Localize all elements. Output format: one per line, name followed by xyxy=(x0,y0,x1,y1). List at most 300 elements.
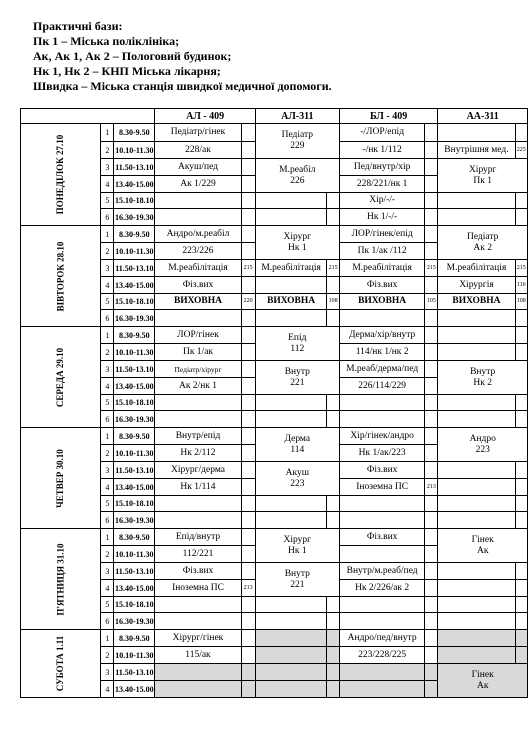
room-number xyxy=(241,226,255,243)
room-number xyxy=(327,411,339,428)
lesson-cell xyxy=(438,580,515,597)
lesson-cell xyxy=(438,512,515,529)
schedule-table xyxy=(20,108,528,698)
lesson-cell xyxy=(438,462,515,479)
lesson-room-code: Ак 2 xyxy=(473,242,492,253)
lesson-cell: Нк 1/ак/223 xyxy=(339,445,425,462)
lesson-cell: Епід/внутр xyxy=(155,529,241,546)
lesson-cell xyxy=(255,159,339,193)
lesson-cell xyxy=(438,344,515,361)
lesson-subject: Хірург xyxy=(283,231,312,242)
room-number xyxy=(327,277,339,294)
lesson-cell xyxy=(155,395,241,411)
lesson-cell xyxy=(339,310,425,327)
room-number xyxy=(425,462,438,479)
lesson-subject: Хірург xyxy=(468,164,497,175)
room-number xyxy=(425,159,438,176)
lesson-cell xyxy=(155,411,241,428)
lesson-cell: Педіатр/хірург xyxy=(155,361,241,378)
room-number xyxy=(515,496,528,512)
room-number xyxy=(241,159,255,176)
lesson-subject: Внутр xyxy=(284,366,310,377)
slot-time: 8.30-9.50 xyxy=(114,428,155,445)
room-number xyxy=(515,613,528,630)
lesson-cell xyxy=(339,512,425,529)
day-label xyxy=(21,124,101,226)
lesson-cell: ВИХОВНА xyxy=(255,294,327,310)
room-number xyxy=(327,193,339,209)
room-number xyxy=(241,277,255,294)
room-number xyxy=(241,563,255,580)
group-header: АЛ-311 xyxy=(255,109,339,124)
lesson-cell xyxy=(438,310,515,327)
room-number xyxy=(425,681,438,698)
room-number xyxy=(241,124,255,142)
room-number xyxy=(241,243,255,260)
slot-time: 16.30-19.30 xyxy=(114,613,155,630)
slot-number: 3 xyxy=(101,664,114,681)
day-name: П'ЯТНИЦЯ 31.10 xyxy=(55,542,66,616)
lesson-cell: Нк 2/112 xyxy=(155,445,241,462)
lesson-cell xyxy=(155,193,241,209)
lesson-cell xyxy=(438,209,515,226)
lesson-cell: ВИХОВНА xyxy=(438,294,515,310)
lesson-cell: Фіз.вих xyxy=(155,277,241,294)
lesson-room-code: 226 xyxy=(290,175,305,186)
room-number: 215 xyxy=(515,260,528,277)
room-number xyxy=(425,445,438,462)
slot-time: 11.50-13.10 xyxy=(114,159,155,176)
lesson-cell: Андро/пед/внутр xyxy=(339,630,425,647)
slot-time: 13.40-15.00 xyxy=(114,378,155,395)
lesson-cell xyxy=(255,630,327,647)
lesson-cell: Хір/-/- xyxy=(339,193,425,209)
legend-title: Практичні бази: xyxy=(33,19,123,33)
lesson-cell: ВИХОВНА xyxy=(155,294,241,310)
room-number xyxy=(425,310,438,327)
lesson-cell: Хірург/гінек xyxy=(155,630,241,647)
slot-time: 15.10-18.10 xyxy=(114,597,155,613)
slot-time: 10.10-11.30 xyxy=(114,344,155,361)
slot-time: 8.30-9.50 xyxy=(114,327,155,344)
day-name: ЧЕТВЕР 30.10 xyxy=(55,448,66,508)
room-number xyxy=(241,647,255,664)
lesson-cell xyxy=(255,209,327,226)
lesson-cell: Фіз.вих xyxy=(155,563,241,580)
lesson-subject: Внутр xyxy=(470,366,496,377)
slot-number: 3 xyxy=(101,361,114,378)
lesson-cell xyxy=(255,428,339,462)
room-number xyxy=(241,479,255,496)
slot-time: 16.30-19.30 xyxy=(114,209,155,226)
slot-time: 16.30-19.30 xyxy=(114,411,155,428)
lesson-cell: 223/226 xyxy=(155,243,241,260)
room-number xyxy=(241,512,255,529)
lesson-room-code: Нк 2 xyxy=(473,377,492,388)
room-number xyxy=(327,496,339,512)
slot-time: 10.10-11.30 xyxy=(114,142,155,159)
room-number xyxy=(425,613,438,630)
slot-time: 13.40-15.00 xyxy=(114,681,155,698)
room-number xyxy=(425,395,438,411)
lesson-room-code: 223 xyxy=(290,478,305,489)
room-number xyxy=(515,563,528,580)
slot-time: 13.40-15.00 xyxy=(114,580,155,597)
day-name: СЕРЕДА 29.10 xyxy=(55,347,66,407)
lesson-cell xyxy=(339,664,425,681)
room-number xyxy=(241,344,255,361)
lesson-cell: М.реабілітація xyxy=(339,260,425,277)
lesson-cell xyxy=(255,563,339,597)
lesson-room-code: 229 xyxy=(290,141,305,151)
room-number xyxy=(515,479,528,496)
lesson-cell: Пк 1/ак /112 xyxy=(339,243,425,260)
lesson-cell xyxy=(155,681,241,698)
slot-time: 15.10-18.10 xyxy=(114,193,155,209)
lesson-cell: 114/нк 1/нк 2 xyxy=(339,344,425,361)
room-number xyxy=(425,209,438,226)
lesson-cell: Фіз.вих xyxy=(339,462,425,479)
lesson-cell: Пед/внутр/хір xyxy=(339,159,425,176)
lesson-cell xyxy=(339,597,425,613)
lesson-cell xyxy=(255,193,327,209)
slot-time: 11.50-13.10 xyxy=(114,563,155,580)
slot-time: 8.30-9.50 xyxy=(114,529,155,546)
lesson-cell xyxy=(438,630,515,647)
slot-number: 5 xyxy=(101,395,114,411)
room-number xyxy=(241,496,255,512)
slot-number: 3 xyxy=(101,462,114,479)
lesson-cell xyxy=(339,613,425,630)
lesson-subject: Педіатр xyxy=(466,231,499,242)
header-row xyxy=(21,109,528,124)
room-number: 220 xyxy=(241,294,255,310)
lesson-cell xyxy=(155,597,241,613)
slot-time: 10.10-11.30 xyxy=(114,445,155,462)
day-label xyxy=(21,428,101,529)
lesson-subject: М.реабіл xyxy=(279,164,316,175)
slot-time: 11.50-13.10 xyxy=(114,260,155,277)
group-header: АЛ - 409 xyxy=(155,109,255,124)
lesson-cell: Хірургія xyxy=(438,277,515,294)
schedule-row xyxy=(21,327,528,344)
lesson-cell: -/ЛОР/епід xyxy=(339,124,425,142)
room-number xyxy=(425,563,438,580)
room-number: 108 xyxy=(515,294,528,310)
room-number xyxy=(327,310,339,327)
lesson-cell: М.реаб/дерма/пед xyxy=(339,361,425,378)
slot-time: 11.50-13.10 xyxy=(114,462,155,479)
room-number xyxy=(515,597,528,613)
lesson-cell xyxy=(438,563,515,580)
lesson-cell: 226/114/229 xyxy=(339,378,425,395)
lesson-cell: М.реабілітація xyxy=(255,260,327,277)
slot-time: 15.10-18.10 xyxy=(114,496,155,512)
room-number xyxy=(425,193,438,209)
room-number: 105 xyxy=(425,294,438,310)
slot-time: 13.40-15.00 xyxy=(114,176,155,193)
room-number xyxy=(515,630,528,647)
lesson-cell xyxy=(438,428,528,462)
lesson-cell xyxy=(255,310,327,327)
room-number xyxy=(425,529,438,546)
room-number: 225 xyxy=(515,142,528,159)
room-number xyxy=(425,580,438,597)
room-number xyxy=(425,496,438,512)
slot-number: 4 xyxy=(101,479,114,496)
lesson-cell xyxy=(255,124,339,159)
slot-time: 15.10-18.10 xyxy=(114,395,155,411)
slot-time: 8.30-9.50 xyxy=(114,630,155,647)
room-number xyxy=(327,597,339,613)
room-number xyxy=(425,647,438,664)
lesson-cell xyxy=(339,681,425,698)
room-number xyxy=(515,327,528,344)
lesson-subject: Дерма xyxy=(284,433,311,444)
lesson-cell xyxy=(255,597,327,613)
lesson-cell: -/нк 1/112 xyxy=(339,142,425,159)
slot-time: 15.10-18.10 xyxy=(114,294,155,310)
room-number xyxy=(241,428,255,445)
lesson-cell xyxy=(155,310,241,327)
lesson-room-code: Нк 1 xyxy=(288,545,307,556)
room-number xyxy=(241,378,255,395)
slot-number: 1 xyxy=(101,327,114,344)
schedule-row xyxy=(21,124,528,142)
slot-time: 16.30-19.30 xyxy=(114,512,155,529)
room-number xyxy=(241,327,255,344)
legend-line-maternity: Ак, Ак 1, Ак 2 – Пологовий будинок; xyxy=(33,49,232,63)
lesson-cell: Педіатр/гінек xyxy=(155,124,241,142)
room-number xyxy=(241,209,255,226)
lesson-cell: Внутрішня мед. xyxy=(438,142,515,159)
room-number xyxy=(425,344,438,361)
group-header: БЛ - 409 xyxy=(339,109,438,124)
slot-time: 10.10-11.30 xyxy=(114,243,155,260)
lesson-cell xyxy=(438,327,515,344)
lesson-cell: Іноземна ПС xyxy=(339,479,425,496)
room-number xyxy=(515,124,528,142)
lesson-cell xyxy=(255,395,327,411)
lesson-cell xyxy=(155,664,241,681)
lesson-cell xyxy=(438,664,528,698)
room-number xyxy=(425,512,438,529)
lesson-subject: Гінек xyxy=(471,534,494,545)
room-number: 213 xyxy=(425,479,438,496)
room-number xyxy=(425,176,438,193)
room-number xyxy=(515,193,528,209)
room-number: 215 xyxy=(327,260,339,277)
room-number xyxy=(515,512,528,529)
lesson-cell: Внутр/м.реаб/пед xyxy=(339,563,425,580)
day-label xyxy=(21,529,101,630)
slot-number: 1 xyxy=(101,124,114,142)
slot-number: 2 xyxy=(101,344,114,361)
schedule-row xyxy=(21,630,528,647)
lesson-cell xyxy=(438,124,515,142)
room-number xyxy=(327,512,339,529)
schedule-row xyxy=(21,226,528,243)
lesson-cell: Нк 1/-/- xyxy=(339,209,425,226)
room-number xyxy=(327,647,339,664)
lesson-room-code: 221 xyxy=(290,377,305,388)
lesson-cell: Хірург/дерма xyxy=(155,462,241,479)
lesson-room-code: 221 xyxy=(290,579,305,590)
slot-time: 11.50-13.10 xyxy=(114,664,155,681)
lesson-cell xyxy=(339,395,425,411)
slot-number: 6 xyxy=(101,209,114,226)
slot-time: 13.40-15.00 xyxy=(114,277,155,294)
lesson-cell xyxy=(155,209,241,226)
lesson-cell: Дерма/хір/внутр xyxy=(339,327,425,344)
slot-number: 2 xyxy=(101,546,114,563)
lesson-cell xyxy=(438,226,528,260)
lesson-cell xyxy=(438,496,515,512)
lesson-room-code: 223 xyxy=(475,444,490,455)
room-number xyxy=(241,361,255,378)
legend-line-ambulance: Швидка – Міська станція швидкої медичної допомоги. xyxy=(33,79,332,93)
room-number xyxy=(425,428,438,445)
lesson-cell: М.реабілітація xyxy=(155,260,241,277)
slot-number: 2 xyxy=(101,445,114,462)
lesson-cell: М.реабілітація xyxy=(438,260,515,277)
slot-number: 5 xyxy=(101,294,114,310)
room-number xyxy=(327,630,339,647)
lesson-cell xyxy=(255,462,339,496)
lesson-cell: Іноземна ПС xyxy=(155,580,241,597)
slot-number: 5 xyxy=(101,193,114,209)
room-number xyxy=(241,597,255,613)
lesson-cell xyxy=(339,411,425,428)
room-number: 215 xyxy=(425,260,438,277)
room-number xyxy=(425,277,438,294)
lesson-cell xyxy=(438,613,515,630)
lesson-cell xyxy=(438,479,515,496)
lesson-cell: 223/228/225 xyxy=(339,647,425,664)
slot-number: 1 xyxy=(101,630,114,647)
lesson-cell xyxy=(255,411,327,428)
lesson-room-code: 114 xyxy=(290,444,305,455)
lesson-subject: Епід xyxy=(288,332,307,343)
slot-number: 2 xyxy=(101,142,114,159)
room-number xyxy=(425,226,438,243)
room-number xyxy=(241,395,255,411)
lesson-cell xyxy=(155,512,241,529)
slot-number: 5 xyxy=(101,496,114,512)
schedule-row xyxy=(21,428,528,445)
day-name: ВІВТОРОК 28.10 xyxy=(55,241,66,311)
room-number xyxy=(425,664,438,681)
lesson-cell: 115/ак xyxy=(155,647,241,664)
room-number xyxy=(515,395,528,411)
room-number xyxy=(425,142,438,159)
room-number xyxy=(425,378,438,395)
room-number xyxy=(241,142,255,159)
slot-number: 6 xyxy=(101,613,114,630)
lesson-cell: Акуш/пед xyxy=(155,159,241,176)
lesson-cell xyxy=(255,327,339,361)
corner-cell xyxy=(21,109,155,124)
lesson-cell xyxy=(438,395,515,411)
practice-bases-legend xyxy=(33,19,513,94)
room-number xyxy=(241,529,255,546)
room-number xyxy=(241,310,255,327)
slot-number: 1 xyxy=(101,529,114,546)
lesson-room-code: Нк 1 xyxy=(288,242,307,253)
lesson-cell: ВИХОВНА xyxy=(339,294,425,310)
room-number xyxy=(515,462,528,479)
slot-number: 4 xyxy=(101,378,114,395)
room-number xyxy=(425,597,438,613)
legend-line-polyclinic: Пк 1 – Міська поліклініка; xyxy=(33,34,180,48)
lesson-cell xyxy=(255,681,327,698)
slot-number: 6 xyxy=(101,310,114,327)
lesson-cell: 228/221/нк 1 xyxy=(339,176,425,193)
room-number xyxy=(425,327,438,344)
lesson-room-code: Пк 1 xyxy=(473,175,492,186)
lesson-cell: Андро/м.реабіл xyxy=(155,226,241,243)
room-number xyxy=(241,630,255,647)
slot-time: 13.40-15.00 xyxy=(114,479,155,496)
lesson-room-code: Ак xyxy=(476,545,489,556)
room-number xyxy=(327,681,339,698)
lesson-cell xyxy=(339,496,425,512)
room-number xyxy=(327,664,339,681)
slot-number: 1 xyxy=(101,428,114,445)
room-number xyxy=(241,664,255,681)
slot-number: 2 xyxy=(101,243,114,260)
lesson-room-code: 112 xyxy=(290,343,305,354)
lesson-subject: Внутр xyxy=(284,568,310,579)
room-number: 213 xyxy=(241,580,255,597)
lesson-cell: ЛОР/гінек/епід xyxy=(339,226,425,243)
slot-time: 10.10-11.30 xyxy=(114,546,155,563)
slot-time: 10.10-11.30 xyxy=(114,647,155,664)
lesson-cell xyxy=(438,411,515,428)
lesson-subject: Гінек xyxy=(471,669,494,680)
lesson-cell: Ак 1/229 xyxy=(155,176,241,193)
lesson-cell xyxy=(438,361,528,395)
lesson-subject: Андро xyxy=(469,433,496,444)
day-name: СУБОТА 1.11 xyxy=(55,635,66,692)
slot-number: 4 xyxy=(101,580,114,597)
day-name: ПОНЕДІЛОК 27.10 xyxy=(55,134,66,215)
slot-number: 6 xyxy=(101,411,114,428)
lesson-cell xyxy=(255,361,339,395)
slot-number: 4 xyxy=(101,176,114,193)
lesson-cell xyxy=(339,546,425,563)
room-number xyxy=(241,681,255,698)
room-number xyxy=(241,613,255,630)
slot-number: 3 xyxy=(101,159,114,176)
lesson-cell xyxy=(438,647,515,664)
room-number xyxy=(241,462,255,479)
lesson-cell: Нк 1/114 xyxy=(155,479,241,496)
slot-number: 6 xyxy=(101,512,114,529)
slot-number: 4 xyxy=(101,681,114,698)
slot-time: 11.50-13.10 xyxy=(114,361,155,378)
room-number xyxy=(425,411,438,428)
room-number xyxy=(425,546,438,563)
lesson-subject: Хірург xyxy=(283,534,312,545)
lesson-cell xyxy=(255,512,327,529)
room-number xyxy=(241,546,255,563)
slot-number: 4 xyxy=(101,277,114,294)
room-number xyxy=(327,209,339,226)
room-number xyxy=(425,630,438,647)
slot-number: 2 xyxy=(101,647,114,664)
lesson-cell xyxy=(438,193,515,209)
